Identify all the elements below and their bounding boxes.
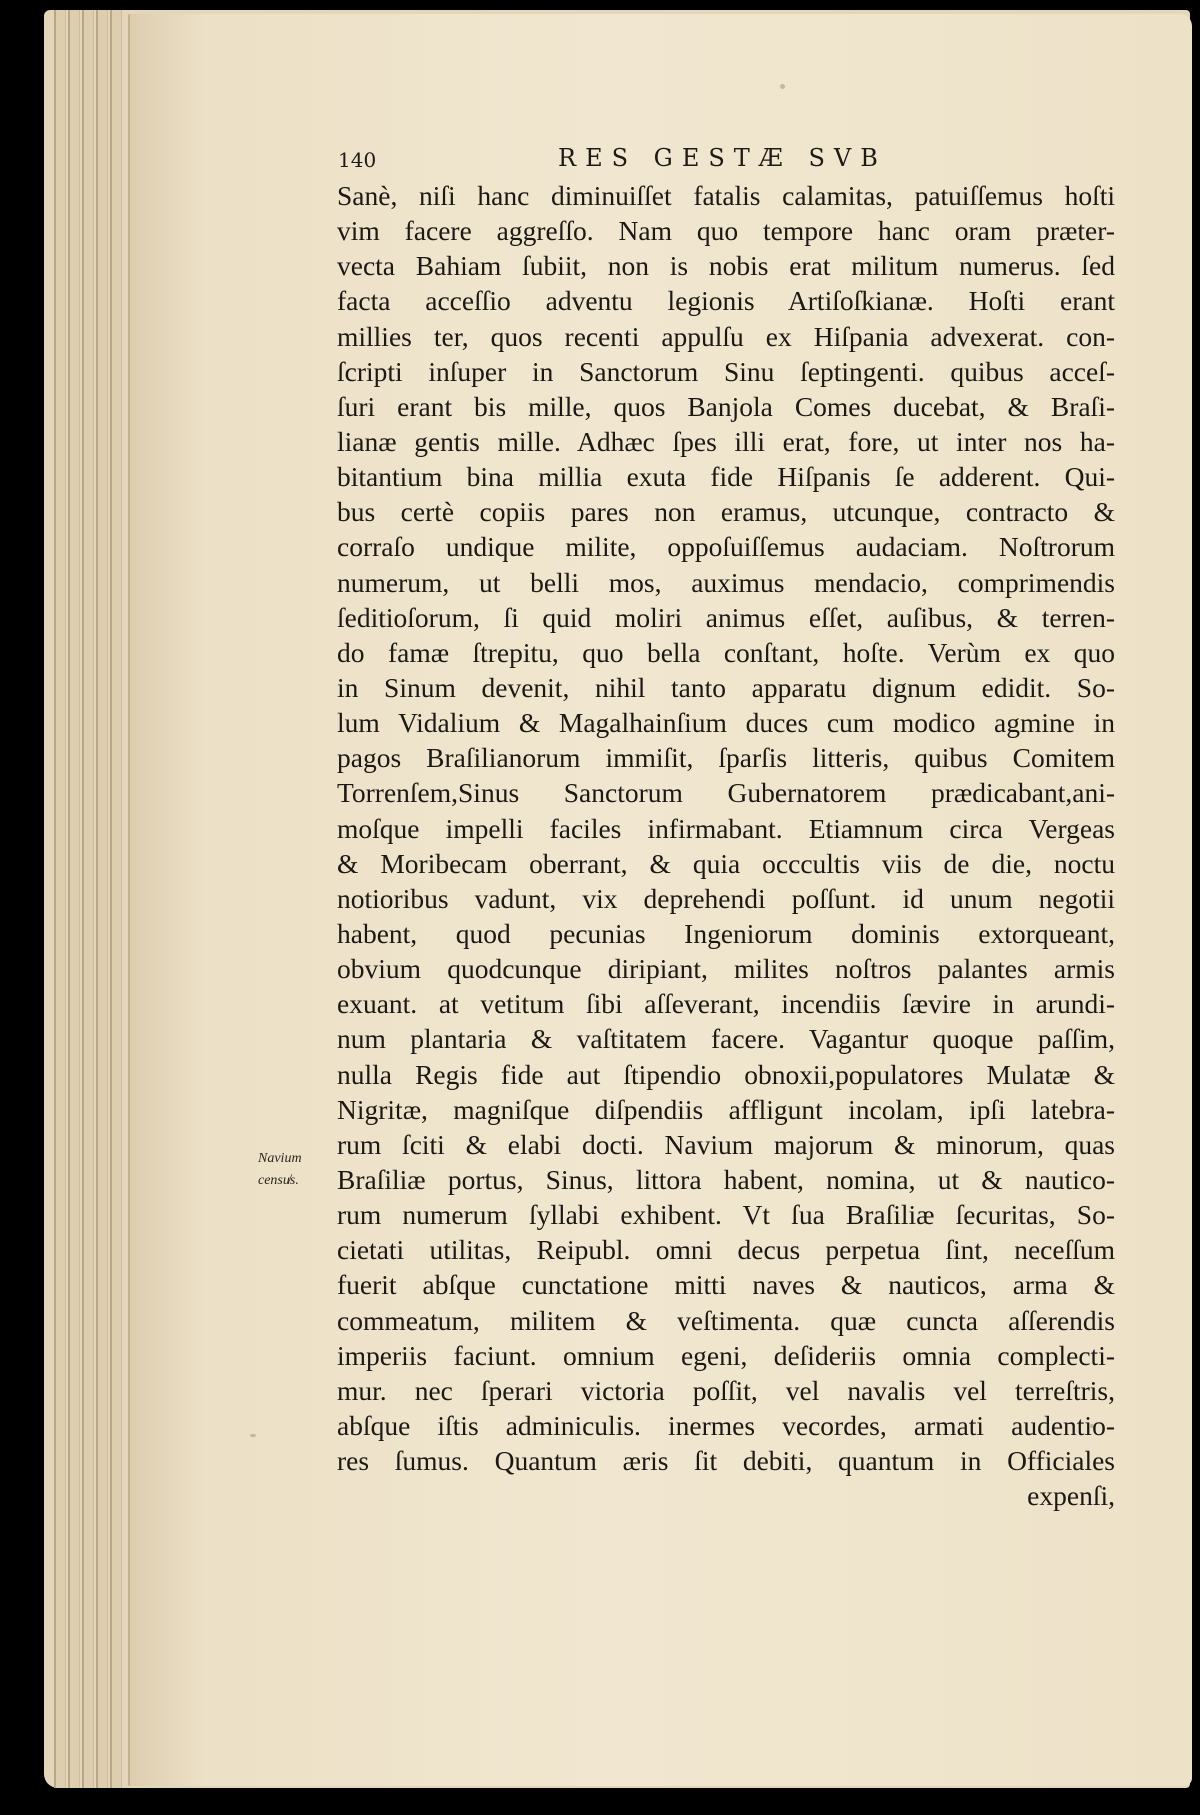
text-line: notioribus vadunt, vix deprehendi poſſunt. id unum negotii xyxy=(337,882,1115,914)
text-line: pagos Braſilianorum immiſit, ſparſis litteris, quibus Comitem xyxy=(337,742,1115,774)
text-line: Torrenſem,Sinus Sanctorum Gubernatorem prædicabant,ani- xyxy=(337,777,1115,809)
text-line: commeatum, militem & veſtimenta. quæ cuncta aſſerendis xyxy=(337,1304,1115,1336)
page-edge xyxy=(82,10,94,1788)
running-title: RES GESTÆ SVB xyxy=(558,144,887,172)
text-line: in Sinum devenit, nihil tanto apparatu dignum edidit. So- xyxy=(337,671,1115,703)
text-line: ſcripti inſuper in Sanctorum Sinu ſeptingenti. quibus acceſ- xyxy=(337,355,1115,387)
text-line: do famæ ſtrepitu, quo bella conſtant, hoſte. Verùm ex quo xyxy=(337,636,1115,668)
paper-speck xyxy=(250,1434,256,1437)
text-line: lum Vidalium & Magalhainſium duces cum modico agmine in xyxy=(337,707,1115,739)
page-number: 140 xyxy=(338,148,377,172)
running-header xyxy=(338,142,1118,178)
text-line: Sanè, niſi hanc diminuiſſet fatalis calamitas, patuiſſemus hoſti xyxy=(337,180,1115,211)
text-line: & Moribecam oberrant, & quia occcultis viis de die, noctu xyxy=(337,847,1115,879)
text-line: numerum, ut belli mos, auximus mendacio, comprimendis xyxy=(337,566,1115,598)
text-line: obvium quodcunque diripiant, milites noſtros palantes armis xyxy=(337,953,1115,985)
text-line: rum numerum ſyllabi exhibent. Vt ſua Braſiliæ ſecuritas, So- xyxy=(337,1199,1115,1231)
page-edge xyxy=(54,10,66,1788)
text-line: exuant. at vetitum ſibi aſſeverant, incendiis ſævire in arundi- xyxy=(337,988,1115,1020)
text-line: millies ter, quos recenti appulſu ex Hiſpania advexerat. con- xyxy=(337,320,1115,352)
text-line: facta acceſſio adventu legionis Artiſoſkianæ. Hoſti erant xyxy=(337,285,1115,317)
text-line: ſeditioſorum, ſi quid moliri animus eſſet, auſibus, & terren- xyxy=(337,601,1115,633)
page-edge xyxy=(96,10,108,1788)
text-line: mur. nec ſperari victoria poſſit, vel navalis vel terreſtris, xyxy=(337,1374,1115,1406)
text-line: res ſumus. Quantum æris ſit debiti, quantum in Officiales xyxy=(337,1445,1115,1477)
text-line: abſque iſtis adminiculis. inermes vecordes, armati audentio- xyxy=(337,1409,1115,1441)
text-line: fuerit abſque cunctatione mitti naves & nauticos, arma & xyxy=(337,1269,1115,1301)
page-edge xyxy=(110,10,122,1788)
text-line: Braſiliæ portus, Sinus, littora habent, nomina, ut & nautico- xyxy=(337,1163,1115,1195)
text-line: lianæ gentis mille. Adhæc ſpes illi erat, fore, ut inter nos ha- xyxy=(337,425,1115,457)
page-edge xyxy=(68,10,80,1788)
margin-note-line: Navium xyxy=(258,1151,302,1166)
text-line: ſuri erant bis mille, quos Banjola Comes ducebat, & Braſi- xyxy=(337,390,1115,422)
text-line: imperiis faciunt. omnium egeni, deſideriis omnia complecti- xyxy=(337,1339,1115,1371)
text-line: rum ſciti & elabi docti. Navium majorum & minorum, quas xyxy=(337,1128,1115,1160)
body-text xyxy=(337,178,1115,1513)
text-line: nulla Regis fide aut ſtipendio obnoxii,populatores Mulatæ & xyxy=(337,1058,1115,1090)
text-line: bitantium bina millia exuta fide Hiſpanis ſe adderent. Qui- xyxy=(337,461,1115,493)
text-line: cietati utilitas, Reipubl. omni decus perpetua ſint, neceſſum xyxy=(337,1234,1115,1266)
text-line: vim facere aggreſſo. Nam quo tempore hanc oram præter- xyxy=(337,215,1115,247)
text-line: habent, quod pecunias Ingeniorum dominis extorqueant, xyxy=(337,917,1115,949)
margin-note xyxy=(258,1148,320,1192)
text-line: corraſo undique milite, oppoſuiſſemus audaciam. Noſtrorum xyxy=(337,531,1115,563)
catchword: expenſi, xyxy=(1027,1480,1115,1512)
text-line: bus certè copiis pares non eramus, utcunque, contracto & xyxy=(337,496,1115,528)
text-line: num plantaria & vaſtitatem facere. Vagantur quoque paſſim, xyxy=(337,1023,1115,1055)
text-line: moſque impelli faciles infirmabant. Etiamnum circa Vergeas xyxy=(337,812,1115,844)
paper-speck xyxy=(780,84,785,89)
text-line: vecta Bahiam ſubiit, non is nobis erat militum numerus. ſed xyxy=(337,250,1115,282)
text-line: Nigritæ, magniſque diſpendiis affligunt incolam, ipſi latebra- xyxy=(337,1093,1115,1125)
margin-note-line: censu̸s. xyxy=(258,1173,299,1188)
